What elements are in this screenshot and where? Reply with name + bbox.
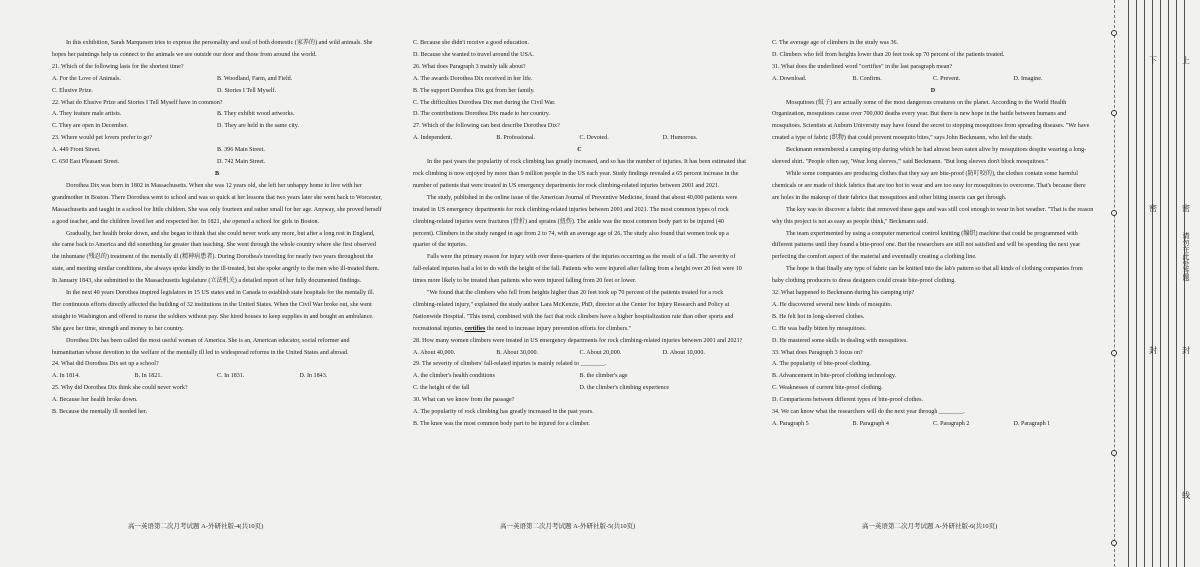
option: A. The popularity of rock climbing has greatly increased in the past years. [413,409,594,416]
option: A. Because her health broke down. [52,397,138,404]
passage-d-paragraph: The hope is that finally any type of fabric can be knitted into the lab's pattern so that all kinds of clothing companies from baby clothing producers to dress designers could create bite-proof clothing. [772,266,1083,285]
option: D. the climber's climbing experience [579,385,670,392]
passage-b-paragraph: Dorothea Dix has been called the most useful woman of America. She is an, American educator, social reformer and humanitarian whose devotion to the welfare of the mentally ill led to widespread reforms in the United States and abroad. [52,337,350,356]
binding-label: 密 [1149,204,1157,213]
option: A. Independent. [413,135,453,142]
divider-line [1128,0,1129,567]
option: B. Because the mentally ill needed her. [52,409,148,416]
page-column-4 [52,38,382,419]
option: D. Paragraph 1 [1013,421,1051,427]
option: A. Paragraph 5 [772,421,809,427]
option: D. Because she wanted to travel around the USA. [413,51,534,58]
passage-d-paragraph: While some companies are producing clothes that they say are bite-proof (防叮咬的), the clothes contain some harmful chemicals or are made of thick fabrics that are too hot to wear and are too easy for mosquitoes to overcome. That's because there are holes in the makeup of their fabrics that mosquitoes and other biting insects can get through. [772,170,1086,201]
intro-paragraph: In this exhibition, Sarah Marquesen tries to express the personality and soul of both domestic (家养的) and wild animals. She hopes her paintings help us connect to the animals we see outside our door and those from around the world. [52,40,373,58]
option: B. Professional. [496,135,536,142]
passage-d-paragraph: The team experimented by using a computer numerical control knitting (编织) machine that could be programmed with different patterns until they found a bite-proof one. But the researchers are still not satisfied and will be spending the next year perfecting the comfort aspect of the material and eventually creating a clothing line. [772,230,1081,261]
option: B. The knee was the most common body part to be injured for a climber. [413,421,590,427]
question-26: 26. What does Paragraph 3 mainly talk about? [413,63,526,70]
option: A. For the Love of Animals. [52,75,121,82]
passage-c-paragraph [413,288,746,336]
option: C. They are open in December. [52,123,128,130]
underlined-word: certifies [464,325,486,332]
option: A. the climber's health conditions [413,373,495,380]
option: D. In 1843. [299,373,328,380]
binding-hole-icon [1111,450,1117,456]
question-31: 31. What does the underlined word "certifies" in the last paragraph mean? [772,63,953,70]
question-28: 28. How many women climbers were treated in US emergency departments for rock climbing-related injuries between 2001 and 2021? [413,337,743,344]
option: C. The difficulties Dorothea Dix met during the Civil War. [413,99,556,106]
question-30: 30. What can we know from the passage? [413,397,515,404]
question-28-options [413,348,746,360]
question-33: 33. What does Paragraph 3 focus on? [772,349,863,356]
page-footer: 高一英语第二次月考试题 A-外研社版-6(共10页) [862,523,998,530]
option: C. Elusive Prize. [52,87,93,94]
option: C. Because she didn't receive a good education. [413,40,529,46]
question-34-options [772,419,1094,431]
option: A. About 40,000. [413,349,456,356]
question-31-options [772,74,1094,86]
binding-label: 密 [1182,204,1190,213]
question-21: 21. Which of the following lasts for the shortest time? [52,63,184,70]
passage-b-paragraph: Dorothea Dix was born in 1802 in Massachusetts. When she was 12 years old, she left her unhappy home to live with her grandmother in Boston. There Dorothea went to school and was so quick at her lessons that two years later she went back to Worcester, Massachusetts and taught in a school for little children. She was only fourteen and rather small for her age. Anyway, she proved herself a good teacher, and the children loved her and respected her. In 1821, she opened a school for girls in Boston. [52,182,382,225]
passage-c-paragraph: Falls were the primary reason for injury with over three-quarters of the injuries occurring as the result of a fall. The severity of fall-related injuries had a lot to do with the height of the fall. Patients who were injured after falling from a height over 20 feet were 10 times more likely to be treated than patients who were injured falling from 20 feet or lower. [413,254,742,285]
option: A. 449 Front Street. [52,147,101,154]
question-23-options [52,145,382,169]
option: A. He discovered several new kinds of mosquito. [772,301,892,308]
page-footer: 高一英语第二次月考试题 A-外研社版-4(共10页) [128,523,264,530]
option: A. In 1814. [52,373,80,380]
section-heading-c: C [577,147,582,154]
binding-hole-icon [1111,210,1117,216]
binding-hole-icon [1111,350,1117,356]
passage-d-paragraph: Beckmann remembered a camping trip during which he had almost been eaten alive by mosquitoes despite wearing a long-sleeved shirt. "People often say, 'Wear long sleeves,'" said Beckmann. "But long sleeves don't block mosquitoes." [772,147,1087,166]
question-23: 23. Where would pet lovers prefer to go? [52,135,153,142]
question-27: 27. Which of the following can best describe Dorothea Dix? [413,123,560,130]
option: B. Paragraph 4 [852,421,889,427]
option: B. They exhibit wood artworks. [217,111,295,118]
option: D. He mastered some skills in dealing with mosquitoes. [772,337,908,344]
binding-margin [1103,0,1200,567]
question-29: 29. The severity of climbers' fall-related injuries is mainly related to ________. [413,361,607,368]
binding-label: 上 [1182,56,1190,65]
passage-b-paragraph: In the next 40 years Dorothea inspired legislators in 15 US states and in Canada to establish state hospitals for the mentally ill. Her continuous efforts directly affected the building of 32 institutions in the United States. When the Civil War broke out, she went straight to Washington and offered to nurse the soldiers without pay. She hired houses to keep supplies in and bought an ambulance. She gave her time, strength and money to her country. [52,290,375,332]
binding-hole-icon [1111,540,1117,546]
binding-label: 下 [1149,56,1157,65]
question-22-options [52,109,382,133]
binding-hole-icon [1111,30,1117,36]
option: D. Comparisons between different types of bite-proof clothes. [772,397,924,404]
option: A. Download. [772,75,807,82]
passage-d-paragraph: Mosquitoes (蚊子) are actually some of the most dangerous creatures on the planet. According to the World Health Organization, mosquitoes cause over 700,000 deaths every year. But there is new hope in the battle between humans and mosquitoes. Scientists at Auburn University may have found the secret to stopping mosquitoes from spreading diseases. "We have created a type of fabric (织物) that could prevent mosquito bites," says John Beckmann, who led the study. [772,99,1090,142]
section-heading-b: B [214,170,220,177]
option: D. Climbers who fell from heights lower than 20 feet took up 70 percent of the patients treated. [772,51,1005,58]
option: A. The popularity of bite-proof clothing. [772,361,871,368]
page-column-5 [413,38,746,431]
question-32: 32. What happened to Beckmann during his camping trip? [772,290,915,297]
option: D. The contributions Dorothea Dix made to her country. [413,111,550,118]
option: B. About 30,000. [496,349,539,356]
question-24-options [52,371,382,383]
divider-line [1184,0,1185,567]
option: C. The average age of climbers in the study was 36. [772,40,899,46]
option: A. They feature male artists. [52,111,122,118]
question-29-options [413,371,746,395]
passage-c-paragraph: In the past years the popularity of rock climbing has greatly increased, and so has the number of injuries. It has been estimated that rock climbing is now enjoyed by more than 9 million people in the US each year. Study findings revealed a 65 percent increase in the number of patients that were treated in US emergency departments for rock climbing-related injuries between 2001 and 2021. [413,159,746,189]
binding-label: 封 [1149,346,1157,355]
divider-line [1160,0,1161,567]
page-footer: 高一英语第二次月考试题 A-外研社版-5(共10页) [500,523,636,530]
option: C. 650 East Pleasant Street. [52,159,120,166]
divider-line [1176,0,1177,567]
divider-line [1144,0,1145,567]
binding-label: 线 [1182,491,1190,500]
option: B. Confirm. [852,75,882,82]
divider-line [1136,0,1137,567]
option: C. In 1831. [217,373,245,380]
question-24: 24. What did Dorothea Dix set up a school? [52,361,159,368]
option: D. Imagine. [1013,75,1043,82]
question-25: 25. Why did Dorothea Dix think she could never work? [52,385,188,392]
binding-hole-icon [1111,110,1117,116]
option: C. Devoted. [579,135,609,142]
option: B. He felt hot in long-sleeved clothes. [772,313,865,320]
passage-b-paragraph: Gradually, her health broke down, and she began to think that she could never work any more, but after a long rest in England, she came back to America and did something far greater than teaching. She went through the whole country where she first observed the inhumane (残忍的) treatment of the mentally ill (精神病患者). During Dorothea's traveling for nearly two years throughout the state, and meeting similar conditions, she always spoke kindly to the ill-treated, but she spoke angrily to the men who ill-treated them. In January 1843, she submitted to the Massachusetts legislature (立法机关) a detailed report of her fully documented findings. [52,230,380,285]
passage-d-paragraph: The key was to discover a fabric that removed these gaps and was still cool enough to wear in hot weather. "That is the reason why this project is not as easy as people think," Beckmann said. [772,206,1094,225]
option: D. They are held in the same city. [217,123,299,130]
option: C. Paragraph 2 [933,421,970,427]
option: B. In 1821. [134,373,162,380]
option: B. 396 Main Street. [217,147,265,154]
quote-end: the need to increase injury prevention efforts for climbers." [485,325,632,332]
option: B. Advancement in bite-proof clothing technology. [772,373,896,380]
option: B. The support Dorothea Dix got from her family. [413,87,535,94]
binding-label: 封 [1182,346,1190,355]
option: C. About 20,000. [579,349,622,356]
question-22: 22. What do Elusive Prize and Stories I Tell Myself have in common? [52,99,223,106]
option: D. Humorous. [662,135,698,142]
question-27-options [413,133,746,145]
option: B. Woodland, Farm, and Field. [217,75,293,82]
option: D. 742 Main Street. [217,159,266,166]
option: C. Prevent. [933,75,961,82]
option: D. About 10,000. [662,349,705,356]
option: B. the climber's age [579,373,628,380]
cut-line [1114,0,1115,567]
question-21-options [52,74,382,98]
option: A. The awards Dorothea Dix received in her life. [413,75,533,82]
option: C. the height of the fall [413,385,470,392]
quote-text: "We found that the climbers who fell from heights higher than 20 feet took up 70 percent of the patients treated for a rock climbing-related injury," explained the study author Lara McKenzie, PhD, director at the Center for Injury Research and Policy at Nationwide Hospital. "This trend, combined with the fact that rock climbers have a higher hospitalization rate than other sports and recreational injuries, [413,290,734,332]
option: C. He was badly bitten by mosquitoes. [772,325,867,332]
option: C. Weaknesses of current bite-proof clothing. [772,385,883,392]
question-34: 34. We can know what the researchers will do the next year through ________. [772,409,965,416]
page-column-6 [772,38,1094,431]
divider-line [1152,0,1153,567]
binding-note: 请勿在此处答题 [1182,232,1190,281]
passage-c-paragraph: The study, published in the online issue of the American Journal of Preventive Medicine, found that about 40,000 patients were treated in US emergency departments for rock climbing-related injuries between 2001 and 2021. The most common types of rock climbing-related injuries were fractures (骨折) and sprains (扭伤). The ankle was the most common body part to be injured (40 percent). Climbers in the study ranged in age from 2 to 74, with an average age of 26. The study also found that women took up a quarter of the injuries. [413,194,738,249]
section-heading-d: D [930,87,936,94]
option: D. Stories I Tell Myself. [217,87,277,94]
divider-line [1168,0,1169,567]
